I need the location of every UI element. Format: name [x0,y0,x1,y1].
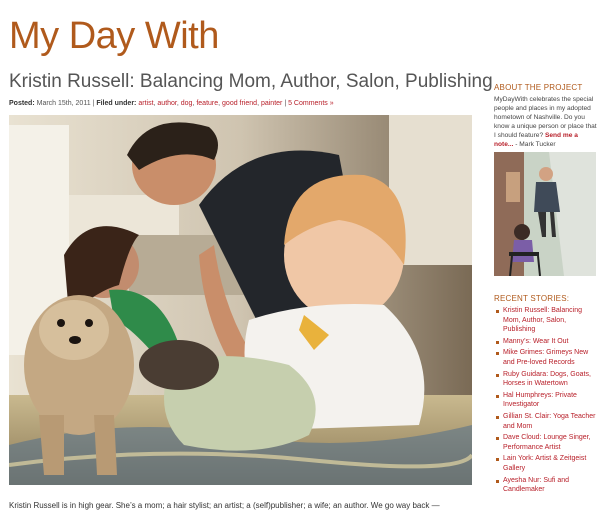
tag-link[interactable]: painter [260,100,283,107]
post-meta: Posted: March 15th, 2011 | Filed under: artist, author, dog, feature, good friend, painter | 5 Comments » [9,100,334,107]
post-title[interactable]: Kristin Russell: Balancing Mom, Author, Salon, Publishing [9,71,493,92]
tag-link[interactable]: dog [180,100,193,107]
tag-link[interactable]: good friend [222,100,258,107]
post-intro: Kristin Russell is in high gear. She’s a mom; a hair stylist; an artist; a (self)publisher; a wife; an author. We go way back — [9,501,440,510]
posted-date: March 15th, 2011 [36,100,91,107]
site-title[interactable]: My Day With [9,15,219,57]
story-link[interactable]: Hal Humphreys: Private Investigator [494,391,600,410]
sidebar-photo-illustration [494,152,596,276]
meta-separator: | [92,100,95,107]
meta-separator: | [284,100,287,107]
story-link[interactable]: Ruby Guidara: Dogs, Goats, Horses in Watertown [494,370,600,389]
tag-link[interactable]: artist [138,100,154,107]
recent-heading: RECENT STORIES: [494,294,570,303]
about-heading: ABOUT THE PROJECT [494,83,583,92]
story-link[interactable]: Manny’s: Wear It Out [494,337,600,347]
tag-link[interactable]: feature [196,100,219,107]
tag-link[interactable]: author [157,100,177,107]
story-link[interactable]: Ayesha Nur: Sufi and Candlemaker [494,476,600,495]
story-link[interactable]: Dave Cloud: Lounge Singer, Performance Artist [494,433,600,452]
comments-link[interactable]: 5 Comments » [288,100,334,107]
recent-stories-list [494,306,600,497]
filed-label: Filed under: [96,100,137,107]
feature-photo-illustration [9,115,472,485]
story-link[interactable]: Lain York: Artist & Zeitgeist Gallery [494,454,600,473]
contact-link[interactable]: Send me a note... [494,132,578,148]
story-link[interactable]: Kristin Russell: Balancing Mom, Author, Salon, Publishing [494,306,600,335]
story-link[interactable]: Gillian St. Clair: Yoga Teacher and Mom [494,412,600,431]
posted-label: Posted: [9,100,35,107]
sidebar-photo[interactable] [494,152,596,276]
feature-photo[interactable] [9,115,472,485]
story-link[interactable]: Mike Grimes: Grimeys New and Pre-loved Records [494,348,600,367]
about-body: MyDayWith celebrates the special people and places in my adopted hometown of Nashville. Do you know a unique person or place that I should feature? [494,96,597,139]
about-text [494,95,598,149]
about-signature: - Mark Tucker [513,141,556,148]
